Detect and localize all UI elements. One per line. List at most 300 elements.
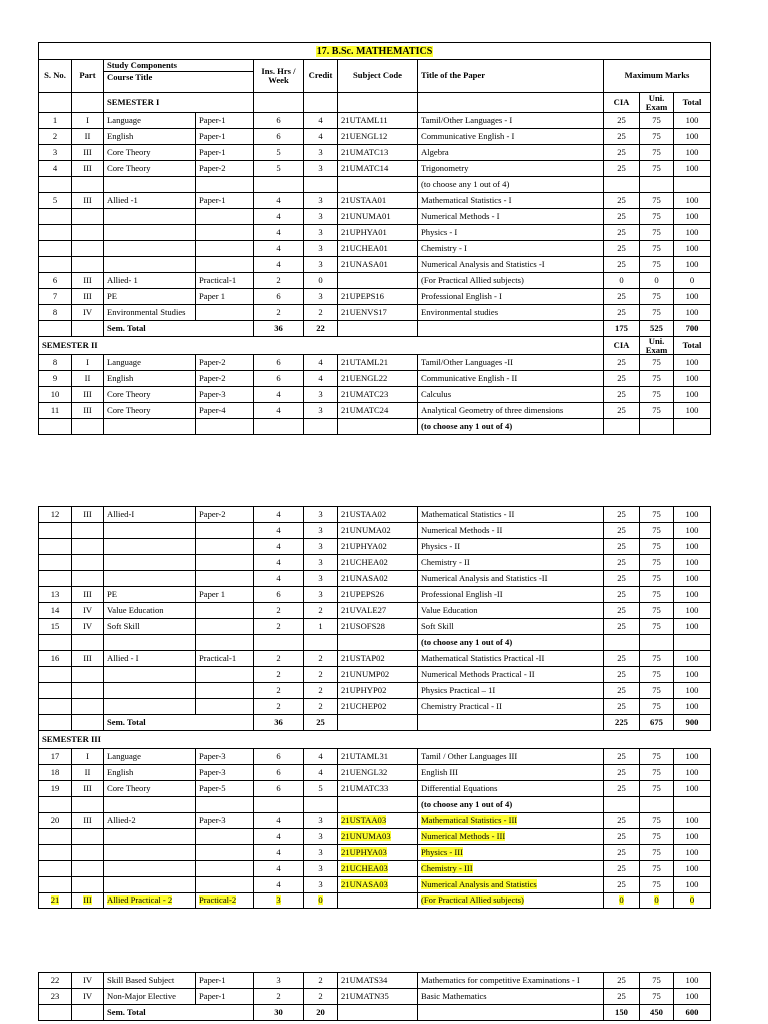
cell-credit: 3	[304, 539, 338, 555]
cell-part: III	[72, 273, 104, 289]
cell-uni: 75	[640, 619, 674, 635]
cell-total: 100	[674, 387, 711, 403]
cell-empty	[254, 337, 304, 355]
cell-empty	[418, 731, 604, 749]
cell-comp	[104, 539, 196, 555]
cell-uni: 75	[640, 973, 674, 989]
cell-empty	[338, 731, 418, 749]
cell-total: 100	[674, 225, 711, 241]
cell-sno: 18	[39, 765, 72, 781]
cell-empty	[254, 419, 304, 435]
cell-paper: Paper-4	[196, 403, 254, 419]
cell-total: 100	[674, 355, 711, 371]
cell-empty	[104, 797, 196, 813]
cell-empty	[196, 177, 254, 193]
cell-total: 0	[674, 893, 711, 909]
table-row	[39, 845, 711, 861]
cell-sno: 8	[39, 305, 72, 321]
table-row	[39, 587, 711, 603]
cell-empty	[39, 1005, 72, 1021]
semester-header-row	[39, 337, 711, 355]
cell-part: III	[72, 507, 104, 523]
cell-hrs: 4	[254, 507, 304, 523]
cell-paper	[196, 257, 254, 273]
cell-empty	[104, 635, 196, 651]
table-row	[39, 893, 711, 909]
cell-total: 100	[674, 193, 711, 209]
cell-empty	[304, 731, 338, 749]
cell-sno: 21	[39, 893, 72, 909]
cell-paper: Practical-2	[196, 893, 254, 909]
cell-sno: 17	[39, 749, 72, 765]
cell-total: 100	[674, 507, 711, 523]
cell-code: 21UVALE27	[338, 603, 418, 619]
table-row	[39, 507, 711, 523]
cell-comp	[104, 209, 196, 225]
cell-comp: Soft Skill	[104, 619, 196, 635]
cell-cia: 25	[604, 355, 640, 371]
cell-code: 21UPHYP02	[338, 683, 418, 699]
cell-empty	[338, 635, 418, 651]
cell-hrs: 2	[254, 305, 304, 321]
cell-cia: 25	[604, 113, 640, 129]
cell-title: Environmental studies	[418, 305, 604, 321]
cell-paper: Paper-3	[196, 387, 254, 403]
cell-title: Calculus	[418, 387, 604, 403]
cell-uni: 75	[640, 387, 674, 403]
cell-hrs: 4	[254, 571, 304, 587]
cell-code: 21UTAML21	[338, 355, 418, 371]
section-a-table	[38, 42, 711, 435]
cell-part	[72, 699, 104, 715]
cell-sno: 16	[39, 651, 72, 667]
sem-total-label: Sem. Total	[104, 715, 254, 731]
cell-comp	[104, 555, 196, 571]
cell-hrs: 5	[254, 161, 304, 177]
cell-sno: 9	[39, 371, 72, 387]
sem1-label: SEMESTER I	[104, 93, 254, 113]
cell-comp	[104, 523, 196, 539]
cell-cia: 0	[604, 273, 640, 289]
cell-empty	[104, 177, 196, 193]
table-row	[39, 699, 711, 715]
cell-credit: 0	[304, 273, 338, 289]
cell-title: Trigonometry	[418, 161, 604, 177]
cell-total: 100	[674, 555, 711, 571]
cell-credit: 3	[304, 555, 338, 571]
cell-empty	[674, 797, 711, 813]
cell-code: 21UPHYA03	[338, 845, 418, 861]
cell-total: 100	[674, 877, 711, 893]
cell-part	[72, 861, 104, 877]
cell-uni: 75	[640, 571, 674, 587]
table-row	[39, 749, 711, 765]
cell-title: English III	[418, 765, 604, 781]
cell-total: 100	[674, 603, 711, 619]
cell-uni: 75	[640, 667, 674, 683]
cell-cia: 25	[604, 289, 640, 305]
table-row	[39, 571, 711, 587]
cell-code: 21UNUMA02	[338, 523, 418, 539]
cell-uni: 75	[640, 749, 674, 765]
cell-hrs: 4	[254, 209, 304, 225]
cell-paper: Practical-1	[196, 273, 254, 289]
cell-comp: Core Theory	[104, 387, 196, 403]
cell-comp: Allied - I	[104, 651, 196, 667]
cell-hrs: 6	[254, 113, 304, 129]
cell-uni: 75	[640, 699, 674, 715]
cell-credit: 1	[304, 619, 338, 635]
cell-part: IV	[72, 973, 104, 989]
cell-paper	[196, 523, 254, 539]
cell-credit: 3	[304, 387, 338, 403]
cell-uni: 75	[640, 555, 674, 571]
cell-part: IV	[72, 305, 104, 321]
cell-sno	[39, 539, 72, 555]
cell-part: III	[72, 587, 104, 603]
cell-part: III	[72, 893, 104, 909]
cell-comp: Core Theory	[104, 403, 196, 419]
cell-credit: 2	[304, 973, 338, 989]
cell-part	[72, 845, 104, 861]
cell-empty	[254, 797, 304, 813]
cell-hrs: 2	[254, 619, 304, 635]
cell-comp: Allied-I	[104, 507, 196, 523]
cell-total: 100	[674, 571, 711, 587]
cell-credit: 3	[304, 571, 338, 587]
cell-paper	[196, 861, 254, 877]
cell-empty	[254, 635, 304, 651]
total-hrs: 36	[254, 715, 304, 731]
cell-code: 21USTAP02	[338, 651, 418, 667]
cell-hrs: 2	[254, 667, 304, 683]
cell-credit: 3	[304, 813, 338, 829]
total-total: 900	[674, 715, 711, 731]
cell-code: 21UMATC13	[338, 145, 418, 161]
cell-part: III	[72, 145, 104, 161]
header-study-components: Study Components Course Title	[104, 60, 254, 93]
total-uni: 675	[640, 715, 674, 731]
cell-code: 21UMATC23	[338, 387, 418, 403]
total-hrs: 36	[254, 321, 304, 337]
cell-comp: PE	[104, 289, 196, 305]
cell-paper	[196, 683, 254, 699]
cell-total: 100	[674, 749, 711, 765]
cell-paper	[196, 539, 254, 555]
cell-paper	[196, 877, 254, 893]
cell-total: 100	[674, 305, 711, 321]
cell-cia: 25	[604, 129, 640, 145]
cell-comp	[104, 877, 196, 893]
cell-sno: 19	[39, 781, 72, 797]
cell-hrs: 4	[254, 829, 304, 845]
cell-uni: 75	[640, 355, 674, 371]
cell-total: 100	[674, 129, 711, 145]
cell-code: 21UNUMA03	[338, 829, 418, 845]
cell-paper: Paper-1	[196, 113, 254, 129]
cell-part: I	[72, 113, 104, 129]
cell-hrs: 4	[254, 257, 304, 273]
table-row	[39, 683, 711, 699]
cell-paper: Paper-3	[196, 813, 254, 829]
cell-total: 100	[674, 241, 711, 257]
cell-sno: 1	[39, 113, 72, 129]
table-row	[39, 355, 711, 371]
cell-cia: 25	[604, 507, 640, 523]
total-header: Total	[674, 337, 711, 355]
cell-sno	[39, 555, 72, 571]
cell-title: (For Practical Allied subjects)	[418, 893, 604, 909]
cell-title: Algebra	[418, 145, 604, 161]
cell-paper	[196, 571, 254, 587]
cell-code: 21UENGL32	[338, 765, 418, 781]
table-row	[39, 145, 711, 161]
cell-empty	[640, 731, 674, 749]
cell-cia: 25	[604, 587, 640, 603]
cell-part: III	[72, 387, 104, 403]
cell-sno	[39, 683, 72, 699]
cell-code: 21USTAA01	[338, 193, 418, 209]
cell-empty	[338, 797, 418, 813]
cell-sno: 4	[39, 161, 72, 177]
table-row	[39, 225, 711, 241]
cell-uni: 75	[640, 225, 674, 241]
cell-cia: 25	[604, 161, 640, 177]
cell-cia: 25	[604, 241, 640, 257]
cell-part: I	[72, 355, 104, 371]
cell-sno	[39, 241, 72, 257]
page-title: 17. B.Sc. MATHEMATICS	[39, 43, 711, 60]
uni-header: Uni. Exam	[640, 93, 674, 113]
table-row	[39, 241, 711, 257]
table-row	[39, 667, 711, 683]
header-max-marks: Maximum Marks	[604, 60, 711, 93]
cell-code: 21UPHYA01	[338, 225, 418, 241]
cell-hrs: 5	[254, 145, 304, 161]
cell-comp: PE	[104, 587, 196, 603]
cell-credit: 4	[304, 355, 338, 371]
cell-empty	[338, 337, 418, 355]
cell-paper: Paper-1	[196, 145, 254, 161]
cell-title: Numerical Methods - II	[418, 523, 604, 539]
cell-part: II	[72, 129, 104, 145]
cell-sno	[39, 877, 72, 893]
choose-note: (to choose any 1 out of 4)	[418, 177, 604, 193]
cell-title: Tamil/Other Languages -II	[418, 355, 604, 371]
cell-total: 100	[674, 587, 711, 603]
cell-total: 100	[674, 845, 711, 861]
cell-empty	[196, 797, 254, 813]
cell-code: 21UTAML11	[338, 113, 418, 129]
cell-uni: 75	[640, 845, 674, 861]
cell-comp: Core Theory	[104, 161, 196, 177]
cell-sno: 20	[39, 813, 72, 829]
cell-cia: 25	[604, 749, 640, 765]
cell-cia: 25	[604, 145, 640, 161]
cell-cia: 25	[604, 667, 640, 683]
cell-hrs: 2	[254, 603, 304, 619]
cell-paper: Paper-3	[196, 765, 254, 781]
cell-title: Mathematics for competitive Examinations - I	[418, 973, 604, 989]
header-title-paper: Title of the Paper	[418, 60, 604, 93]
header-credit: Credit	[304, 60, 338, 93]
cell-empty	[640, 177, 674, 193]
cell-uni: 75	[640, 507, 674, 523]
cell-credit: 2	[304, 989, 338, 1005]
cell-comp: Allied-2	[104, 813, 196, 829]
table-row	[39, 861, 711, 877]
header-part: Part	[72, 60, 104, 93]
cell-hrs: 6	[254, 749, 304, 765]
table-row	[39, 877, 711, 893]
cell-sno	[39, 667, 72, 683]
cell-code: 21UPEPS26	[338, 587, 418, 603]
cell-paper: Paper-1	[196, 973, 254, 989]
cell-part: IV	[72, 989, 104, 1005]
cell-comp: Allied -1	[104, 193, 196, 209]
cell-credit: 2	[304, 683, 338, 699]
cell-empty	[72, 635, 104, 651]
total-total: 700	[674, 321, 711, 337]
cell-empty	[72, 419, 104, 435]
cell-title: Mathematical Statistics - I	[418, 193, 604, 209]
cell-hrs: 3	[254, 893, 304, 909]
cell-code: 21UENGL12	[338, 129, 418, 145]
cell-credit: 2	[304, 651, 338, 667]
cell-empty	[39, 321, 72, 337]
cell-uni: 75	[640, 877, 674, 893]
table-row	[39, 209, 711, 225]
cell-part: III	[72, 813, 104, 829]
cell-total: 0	[674, 273, 711, 289]
cell-sno	[39, 257, 72, 273]
cell-empty	[674, 419, 711, 435]
cell-paper: Paper-1	[196, 129, 254, 145]
cell-credit: 2	[304, 603, 338, 619]
cell-comp	[104, 667, 196, 683]
cell-code: 21UMATS34	[338, 973, 418, 989]
cell-comp	[104, 571, 196, 587]
cell-code: 21UCHEA02	[338, 555, 418, 571]
cell-total: 100	[674, 539, 711, 555]
cell-empty	[604, 177, 640, 193]
cell-cia: 25	[604, 539, 640, 555]
cell-comp: Non-Major Elective	[104, 989, 196, 1005]
cell-sno: 10	[39, 387, 72, 403]
cell-empty	[640, 419, 674, 435]
cell-total: 100	[674, 113, 711, 129]
cell-credit: 3	[304, 145, 338, 161]
cell-part	[72, 209, 104, 225]
cell-part: III	[72, 651, 104, 667]
cell-title: Professional English - I	[418, 289, 604, 305]
cell-credit: 4	[304, 765, 338, 781]
cell-hrs: 6	[254, 781, 304, 797]
cell-cia: 25	[604, 699, 640, 715]
total-uni: 450	[640, 1005, 674, 1021]
cell-code: 21UMATC24	[338, 403, 418, 419]
semester-label: SEMESTER II	[39, 337, 254, 355]
cell-empty	[196, 419, 254, 435]
cell-comp: Value Education	[104, 603, 196, 619]
cell-title: Numerical Methods Practical - II	[418, 667, 604, 683]
total-hrs: 30	[254, 1005, 304, 1021]
sem-total-label: Sem. Total	[104, 321, 254, 337]
cell-credit: 3	[304, 241, 338, 257]
cell-credit: 3	[304, 845, 338, 861]
total-total: 600	[674, 1005, 711, 1021]
cell-sno: 2	[39, 129, 72, 145]
cell-total: 100	[674, 209, 711, 225]
cell-sno: 12	[39, 507, 72, 523]
table-row	[39, 371, 711, 387]
cell-paper	[196, 845, 254, 861]
cell-code: 21UMATC33	[338, 781, 418, 797]
cell-empty	[39, 177, 72, 193]
table-row	[39, 603, 711, 619]
cell-credit: 3	[304, 289, 338, 305]
cell-cia: 25	[604, 555, 640, 571]
cell-code: 21UMATC14	[338, 161, 418, 177]
cell-title: (For Practical Allied subjects)	[418, 273, 604, 289]
cell-part	[72, 877, 104, 893]
cell-title: Chemistry - II	[418, 555, 604, 571]
cell-part	[72, 241, 104, 257]
cell-sno: 5	[39, 193, 72, 209]
cell-hrs: 2	[254, 699, 304, 715]
cell-credit: 3	[304, 193, 338, 209]
cell-cia: 25	[604, 209, 640, 225]
cell-empty	[39, 715, 72, 731]
cell-comp: Allied- 1	[104, 273, 196, 289]
semester-label: SEMESTER III	[39, 731, 254, 749]
table-row	[39, 651, 711, 667]
cell-sno: 15	[39, 619, 72, 635]
cell-empty	[604, 635, 640, 651]
cell-total: 100	[674, 145, 711, 161]
cell-empty	[72, 177, 104, 193]
cell-uni: 75	[640, 193, 674, 209]
cell-title: Mathematical Statistics - II	[418, 507, 604, 523]
cell-sno: 7	[39, 289, 72, 305]
cell-title: Numerical Methods - I	[418, 209, 604, 225]
choose-note: (to choose any 1 out of 4)	[418, 797, 604, 813]
cell-hrs: 2	[254, 683, 304, 699]
cell-sno: 6	[39, 273, 72, 289]
cell-code: 21UENVS17	[338, 305, 418, 321]
cell-empty	[674, 731, 711, 749]
table-row	[39, 813, 711, 829]
cell-uni: 75	[640, 829, 674, 845]
cell-total: 100	[674, 667, 711, 683]
cell-cia: 25	[604, 829, 640, 845]
cell-cia: 25	[604, 765, 640, 781]
sem-total-row	[39, 321, 711, 337]
header-ins-hrs: Ins. Hrs / Week	[254, 60, 304, 93]
cell-title: Physics - III	[418, 845, 604, 861]
cell-hrs: 4	[254, 523, 304, 539]
cell-cia: 25	[604, 845, 640, 861]
cell-code: 21UMATN35	[338, 989, 418, 1005]
cell-uni: 75	[640, 305, 674, 321]
cell-empty	[304, 797, 338, 813]
cell-hrs: 4	[254, 861, 304, 877]
cell-empty	[338, 177, 418, 193]
cell-empty	[418, 321, 604, 337]
section-b-table	[38, 506, 711, 909]
cell-paper: Paper-1	[196, 193, 254, 209]
sem-total-row	[39, 715, 711, 731]
